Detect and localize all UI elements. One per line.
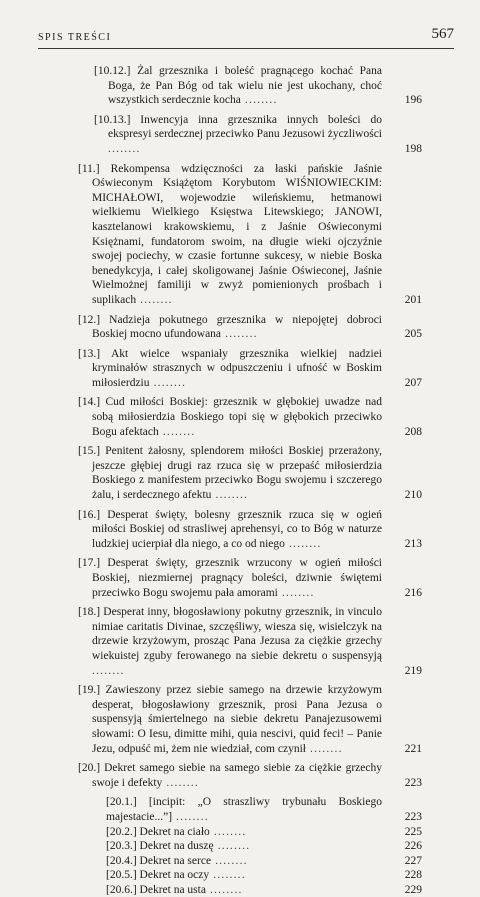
toc-entry-text: [18.] Desperat inny, błogosławiony pokutny grzesznik, in vinculo nimiae caritatis Divinae, szczęśliwy, wiesza się, wisielczyk na drzewie krzyżowym, prosząc Pana Jezusa za ciężkie grzechy wiekuistej zguby ferowanego na siebie dekretu o suspensyją ........ (78, 606, 382, 677)
toc-entry-text: [12.] Nadzieja pokutnego grzesznika w niepojętej dobroci Boskiej mocno ufundowana ........ (78, 313, 382, 341)
running-header (38, 26, 454, 46)
toc-entry-text: [20.4.] Dekret na serce ........ (106, 854, 248, 867)
toc-entry (78, 605, 422, 678)
toc-entry-page: 213 (404, 537, 422, 550)
toc-entry-text: [20.] Dekret samego siebie na samego siebie za ciężkie grzechy swoje i defekty ........ (78, 762, 382, 789)
toc-entry-page: 198 (404, 142, 422, 155)
leader-dots: ........ (108, 142, 141, 155)
toc-entry-text: [10.13.] Inwencyja inna grzesznika innych boleści do ekspresyi serdecznej przeciwko Panu Jezusowi życzliwości ........ (94, 113, 382, 155)
toc-entry-page: 208 (404, 425, 422, 438)
leader-dots: ........ (158, 425, 196, 438)
toc-entry-text: [20.3.] Dekret na duszę ........ (106, 840, 251, 853)
toc-entry-text: [20.5.] Dekret na oczy ........ (106, 869, 246, 882)
toc-entry-text: [16.] Desperat święty, bolesny grzesznik rzuca się w ogień miłości Boskiej od strasliwej aprehensyi, co to Bóg w naturze ludzkiej ucierpiał dla niego, a co od niego ........ (78, 508, 382, 550)
header-rule (38, 48, 454, 49)
toc-entry-text: [10.12.] Żal grzesznika i boleść pragnącego kochać Pana Boga, że Pan Bóg od tak wielu nie jest ukochany, choć wszystkich serdecznie kocha ........ (94, 65, 382, 107)
toc-entry-text: [20.1.] [incipit: „O straszliwy trybunału Boskiego majestacie...”] ........ (106, 796, 382, 823)
leader-dots: ........ (305, 742, 343, 755)
leader-dots: ........ (205, 883, 243, 896)
toc-entry (78, 854, 422, 869)
toc-entry-page: 207 (404, 376, 422, 389)
leader-dots: ........ (221, 328, 258, 341)
toc-entry (78, 113, 422, 157)
toc-entry (78, 313, 422, 342)
toc-entry-page: 227 (404, 854, 422, 867)
toc-entry-page: 226 (404, 840, 422, 853)
toc-entry (78, 825, 422, 840)
toc-entry (78, 795, 422, 824)
leader-dots: ........ (209, 825, 247, 838)
toc-entry (78, 868, 422, 883)
toc-entry-text: [15.] Penitent żałosny, splendorem miłości Boskiej przerażony, jeszcze głębiej drugi raz rzuca się w przepaść miłosierdzia Boskiego z manifestem przeciwko Bogu swojemu i szczerego żalu, i serdecznego afektu ........ (78, 445, 382, 502)
leader-dots: ........ (136, 293, 173, 306)
toc-entry (78, 347, 422, 391)
toc-entry (78, 683, 422, 756)
leader-dots: ........ (149, 376, 187, 389)
leader-dots: ........ (284, 537, 322, 550)
toc-entry-page: 223 (404, 810, 422, 823)
page-number: 567 (431, 26, 454, 42)
toc-entry-text: [19.] Zawieszony przez siebie samego na drzewie krzyżowym desperat, błogosławiony grzesznik, prosi Pana Jezusa o suspensyją śmiertelnego na siebie dekretu Panajezusowemi słowami: O Iesu, dimitte mihi, quia nescivi, quid feci! – Panie Jezu, odpuść mi, żem nie wiedział, com czynił ........ (78, 684, 382, 755)
toc-entry (78, 508, 422, 552)
toc-entry (78, 761, 422, 790)
table-of-contents (78, 64, 422, 897)
toc-entry (78, 395, 422, 439)
toc-entry-page: 219 (404, 664, 422, 677)
toc-entry-text: [17.] Desperat święty, grzesznik wrzucony w ogień miłości Boskiej, niezmiernej pragnący boleści, dziwnie świętemi przeciwko Bogu swojemu pała amorami ........ (78, 557, 382, 599)
toc-entry-page: 210 (404, 489, 422, 502)
leader-dots: ........ (209, 869, 246, 882)
toc-entry (78, 162, 422, 308)
toc-entry (78, 883, 422, 897)
toc-entry-page: 196 (404, 94, 422, 107)
toc-entry-page: 229 (404, 883, 422, 896)
leader-dots: ........ (211, 854, 248, 867)
toc-entry (78, 556, 422, 600)
section-title: SPIS TREŚCI (38, 32, 112, 43)
toc-entry-text: [14.] Cud miłości Boskiej: grzesznik w głębokiej uwadze nad sobą miłosierdzia Boskiego topi się w głębokich przeciwko Bogu afektach ........ (78, 396, 382, 438)
toc-entry-text: [20.6.] Dekret na usta ........ (106, 883, 243, 896)
toc-entry-page: 201 (404, 293, 422, 306)
toc-entry (78, 444, 422, 502)
leader-dots: ........ (240, 94, 278, 107)
toc-entry-page: 223 (404, 776, 422, 789)
toc-entry-page: 205 (404, 328, 422, 341)
leader-dots: ........ (211, 489, 249, 502)
toc-entry (78, 839, 422, 854)
toc-entry-text: [11.] Rekompensa wdzięczności za łaski pańskie Jaśnie Oświeconym Książętom Korybutom WIŚNIOWIECKIM: MICHAŁOWI, wojewodzie wileńskiemu, hetmanowi wielkiemu Wielkiego Księstwa Litewskiego; JANOWI, kasztelanowi krakowskiemu, i z Jaśnie Oświeconymi Księżnami, fundatorom swoim, na długie wieki ojczyźnie swojej pociechy, w czasie fortunne sukcesy, w niebie Boska benedykcyja, i całej skoligowanej Jaśnie Oświeconej, Jaśnie Wielmożnej familiji w zwyż pomienionych prośbach i suplikach ........ (78, 162, 382, 306)
toc-entry-page: 216 (404, 586, 422, 599)
toc-entry (78, 64, 422, 108)
toc-entry-page: 225 (404, 825, 422, 838)
toc-entry-text: [20.2.] Dekret na ciało ........ (106, 825, 247, 838)
toc-entry-text: [13.] Akt wielce wspaniały grzesznika wielkiej nadziei kryminałów strasznych w odpuszczeniu i ufność w Boskim miłosierdziu ........ (78, 347, 382, 389)
leader-dots: ........ (92, 664, 125, 677)
leader-dots: ........ (172, 810, 209, 823)
leader-dots: ........ (213, 840, 251, 853)
leader-dots: ........ (277, 586, 315, 599)
toc-entry-page: 221 (404, 742, 422, 755)
toc-entry-page: 228 (404, 869, 422, 882)
leader-dots: ........ (162, 776, 199, 789)
